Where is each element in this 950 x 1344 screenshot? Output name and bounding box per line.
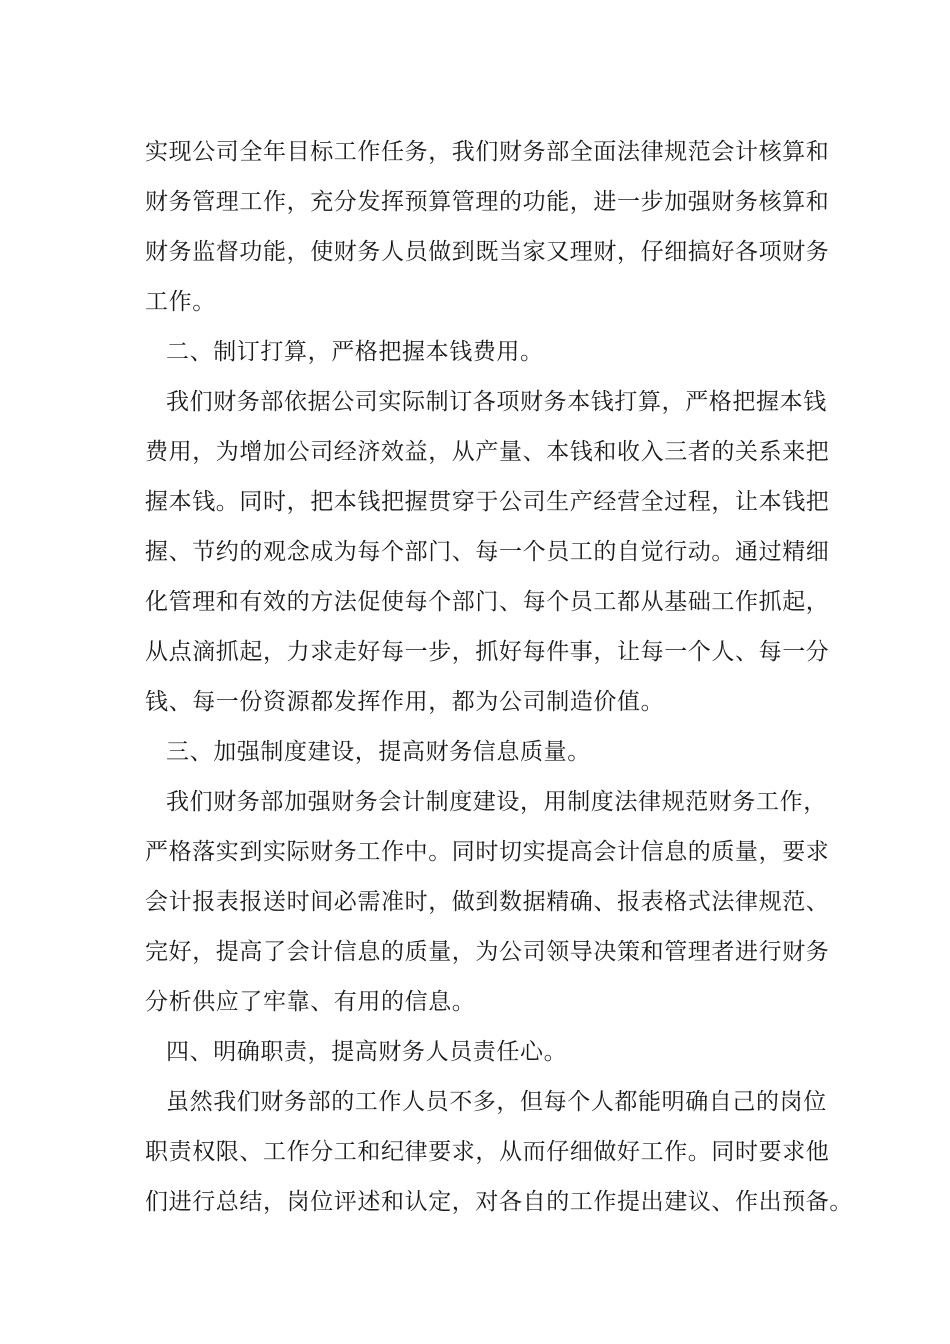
text-line: 实现公司全年目标工作任务，我们财务部全面法律规范会计核算和: [145, 139, 830, 165]
text-line: 握、节约的观念成为每个部门、每一个员工的自觉行动。通过精细: [145, 539, 830, 565]
section-heading-2: 二、制订打算，严格把握本钱费用。: [166, 339, 544, 365]
text-line: 完好，提高了会计信息的质量，为公司领导决策和管理者进行财务: [145, 939, 830, 965]
text-line: 握本钱。同时，把本钱把握贯穿于公司生产经营全过程，让本钱把: [145, 489, 830, 515]
text-line: 我们财务部依据公司实际制订各项财务本钱打算，严格把握本钱: [166, 389, 827, 415]
text-line: 工作。: [145, 289, 216, 315]
text-line: 化管理和有效的方法促使每个部门、每个员工都从基础工作抓起，: [145, 589, 830, 615]
text-line: 分析供应了牢靠、有用的信息。: [145, 989, 476, 1015]
text-line: 财务监督功能，使财务人员做到既当家又理财，仔细搞好各项财务: [145, 239, 830, 265]
text-line: 们进行总结，岗位评述和认定，对各自的工作提出建议、作出预备。: [145, 1189, 853, 1215]
text-line: 会计报表报送时间必需准时，做到数据精确、报表格式法律规范、: [145, 889, 830, 915]
text-line: 钱、每一份资源都发挥作用，都为公司制造价值。: [145, 689, 665, 715]
text-line: 财务管理工作，充分发挥预算管理的功能，进一步加强财务核算和: [145, 189, 830, 215]
text-line: 虽然我们财务部的工作人员不多，但每个人都能明确自己的岗位: [166, 1089, 827, 1115]
section-heading-3: 三、加强制度建设，提高财务信息质量。: [166, 739, 591, 765]
text-line: 职责权限、工作分工和纪律要求，从而仔细做好工作。同时要求他: [145, 1139, 830, 1165]
text-line: 我们财务部加强财务会计制度建设，用制度法律规范财务工作，: [166, 789, 827, 815]
text-line: 费用，为增加公司经济效益，从产量、本钱和收入三者的关系来把: [145, 439, 830, 465]
text-line: 严格落实到实际财务工作中。同时切实提高会计信息的质量，要求: [145, 839, 830, 865]
text-line: 从点滴抓起，力求走好每一步，抓好每件事，让每一个人、每一分: [145, 639, 830, 665]
section-heading-4: 四、明确职责，提高财务人员责任心。: [166, 1039, 568, 1065]
